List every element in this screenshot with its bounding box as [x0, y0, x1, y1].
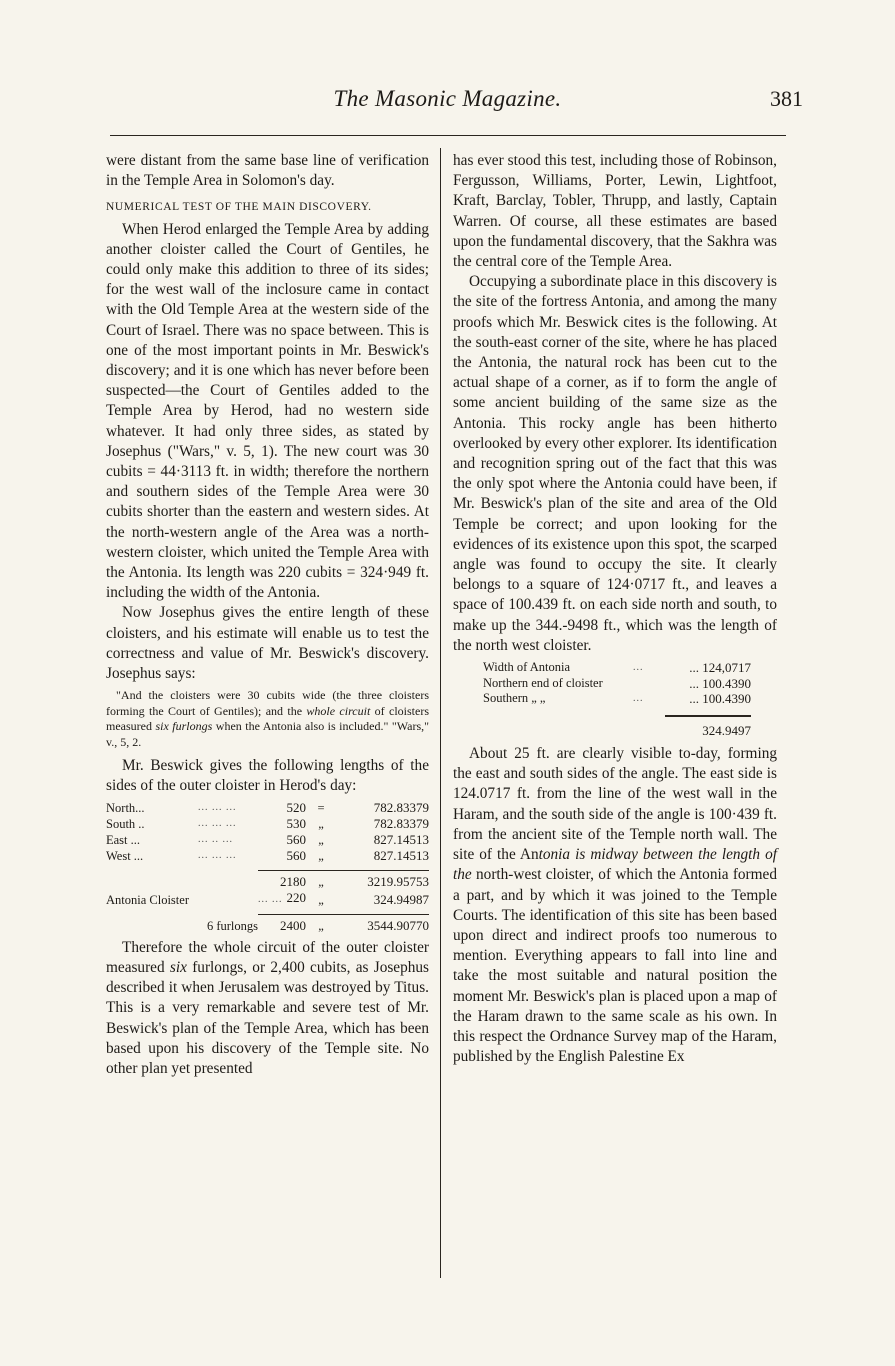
total-dots — [633, 716, 665, 739]
row-feet: 827.14513 — [373, 831, 429, 847]
row-dots: ... — [633, 662, 644, 674]
total-feet: 324.9497 — [665, 716, 751, 739]
total-op: „ — [310, 914, 332, 934]
table-antonia-row — [106, 890, 429, 908]
antonia-cubits: 220 — [286, 889, 306, 905]
p5-text-2: furlongs, or 2,400 cubits, as Josephus described it when Jerusalem was destroyed by Titus. This is a very remarkable and severe test of Mr. Beswick's plan of the Temple Area, which has been based upon his discovery of the Temple site. No other plan yet presented — [106, 958, 429, 1077]
antonia-feet: 324.94987 — [373, 891, 429, 907]
table-subtotal-row — [106, 870, 429, 890]
row-feet: 782.83379 — [373, 799, 429, 815]
p3-italic: tonia is midway between the length of the — [453, 846, 777, 884]
row-dots: ... ... ... — [198, 801, 237, 813]
row-dots: ... ... ... — [198, 849, 237, 861]
row-label: West ... — [106, 848, 144, 863]
subtotal-op: „ — [310, 870, 332, 890]
p5-italic: six — [169, 958, 187, 976]
subtotal-label — [106, 870, 198, 890]
quote-text-1: "And the cloisters were 30 cubits wide (the three cloisters forming the Court of Gentiles); and the — [106, 688, 429, 718]
row-cubits: 530 — [286, 815, 306, 831]
right-paragraph-2: Occupying a subordinate place in this discovery is the site of the fortress Antonia, and among the many proofs which Mr. Beswick cites is the following. At the south-east corner of the site, where he has placed the Antonia, the natural rock has been cut to the actual shape of a corner, as if to form the angle of some ancient building of the same size as the Antonia. This rocky angle has been hitherto overlooked by every other explorer. Its identification and recognition spring out of the fact that this was the only spot where the Antonia could have been, if Mr. Beswick's plan of the site and area of the Old Temple be correct; and upon looking for the evidences of its existence upon this spot, the scarped angle was found to occupy the site. It clearly belongs to a square of 124·0717 ft., and leaves a space of 100.439 ft. on each side north and south, to make up the 344.-9498 ft., which was the length of the north west cloister. — [453, 273, 777, 654]
josephus-quote — [106, 688, 429, 750]
table-row — [106, 816, 429, 832]
row-cubits: 560 — [286, 847, 306, 863]
column-divider — [440, 148, 441, 1278]
row-dots: ... — [633, 693, 644, 705]
running-title: The Masonic Magazine. — [333, 86, 562, 111]
subtotal-cubits: 2180 — [258, 870, 310, 890]
row-feet: 827.14513 — [373, 847, 429, 863]
row-feet: ... 100.4390 — [689, 675, 751, 691]
table-total-row — [106, 914, 429, 934]
table-row — [106, 832, 429, 848]
table-row — [483, 691, 751, 707]
row-label: North... — [106, 800, 145, 815]
subtotal-dots — [198, 870, 258, 890]
table-row — [483, 676, 751, 692]
left-column — [106, 151, 429, 1079]
row-dots: ... .. ... — [198, 833, 233, 845]
p5-text-1: Therefore the whole circuit of the outer cloister measured — [106, 938, 429, 976]
table-spacer — [483, 707, 751, 716]
section-heading: NUMERICAL TEST OF THE MAIN DISCOVERY. — [106, 201, 372, 214]
p3-text-2: north-west cloister, of which the Antonia formed a part, and by which it was joined to the Temple Courts. The identification of this site has been based upon direct and indirect proofs too numerous to mention. Everything appears to fall into line and take the most suitable and natural position the moment Mr. Beswick's plan is placed upon a map of the Haram drawn to the same scale as his own. In this respect the Ordnance Survey map of the Haram, published by the English Palestine Ex — [453, 866, 777, 1066]
p3-text-1: About 25 ft. are clearly visible to-day, forming the east and south sides of the angle. The east side is 124.0717 ft. from the line of the west wall in the Haram, and the south side of the angle is 100·439 ft. from the ancient site of the Temple north wall. The site of the An — [453, 745, 777, 864]
row-op: „ — [318, 832, 324, 847]
antonia-cubits-cell — [258, 890, 310, 908]
table-row — [106, 848, 429, 864]
right-paragraph-3 — [453, 744, 777, 1067]
antonia-width-table — [483, 660, 751, 738]
quote-italic-1: whole circuit — [306, 703, 371, 718]
total-blank — [483, 716, 633, 739]
right-column — [453, 151, 777, 1067]
quote-text-2: of cloisters measured — [106, 703, 429, 734]
antonia-label: Antonia Cloister — [106, 892, 189, 907]
row-op: „ — [318, 848, 324, 863]
right-paragraph-1: has ever stood this test, including those of Robinson, Fergusson, Williams, Porter, Lewin, Lightfoot, Kraft, Barclay, Tobler, Thrupp, and lastly, Captain Warren. Of course, all these estimates are based upon the fundamental discovery, that the Sakhra was the central core of the Temple Area. — [453, 152, 777, 271]
row-feet: ... 100.4390 — [689, 691, 751, 707]
subtotal-feet: 3219.95753 — [332, 870, 429, 890]
row-op: „ — [318, 816, 324, 831]
quote-italic-2: six furlongs — [155, 719, 213, 734]
row-cubits: 560 — [286, 831, 306, 847]
antonia-dots: ... ... — [258, 893, 283, 905]
cloister-lengths-table — [106, 800, 429, 934]
header-rule — [110, 135, 786, 136]
antonia-op: „ — [318, 892, 324, 907]
table-row — [483, 660, 751, 676]
total-blank — [106, 914, 198, 934]
row-label: East ... — [106, 832, 141, 847]
table-total-row — [483, 716, 751, 739]
row-label: South .. — [106, 816, 145, 831]
left-paragraph-2: When Herod enlarged the Temple Area by adding another cloister called the Court of Gentiles, he could only make this addition to three of its sides; for the west wall of the inclosure came in contact with the Old Temple Area at the western side of the Court of Israel. There was no space between. This is one of the most important points in Mr. Beswick's discovery; and it is one which has never before been suspected—the Court of Gentiles added to the Temple Area by Herod, had no western side whatever. It had only three sides, as stated by Josephus ("Wars," v. 5, 1). The new court was 30 cubits = 44·3113 ft. in width; therefore the northern and southern sides of the Temple Area were 30 cubits shorter than the eastern and western sides. At the north-western angle of the Area was a north-western cloister, which united the Temple Area with the Antonia. Its length was 220 cubits = 324·949 ft. including the width of the Antonia. — [106, 220, 429, 602]
total-label: 6 furlongs — [206, 918, 258, 933]
row-cubits: 520 — [286, 799, 306, 815]
page-number: 381 — [770, 86, 803, 111]
table-row — [106, 800, 429, 816]
left-paragraph-5 — [106, 938, 429, 1079]
row-label: Width of Antonia — [483, 660, 570, 675]
quote-text-3: when the Antonia also is included." "Wars," v., 5, 2. — [106, 719, 430, 749]
row-feet: ... 124,0717 — [689, 660, 751, 676]
left-paragraph-3: Now Josephus gives the entire length of these cloisters, and his estimate will enable us to test the correctness and value of Mr. Beswick's discovery. Josephus says: — [106, 604, 429, 683]
row-dots: ... ... ... — [198, 817, 237, 829]
row-dots — [633, 676, 665, 692]
total-feet: 3544.90770 — [332, 914, 429, 934]
total-cubits: 2400 — [258, 914, 310, 934]
row-label: Northern end of cloister — [483, 675, 603, 690]
row-op: = — [317, 800, 325, 815]
left-paragraph-1: were distant from the same base line of verification in the Temple Area in Solomon's day. — [106, 152, 429, 190]
row-label: Southern „ „ — [483, 691, 546, 706]
row-feet: 782.83379 — [373, 815, 429, 831]
left-paragraph-4: Mr. Beswick gives the following lengths of the sides of the outer cloister in Herod's day: — [106, 757, 429, 795]
